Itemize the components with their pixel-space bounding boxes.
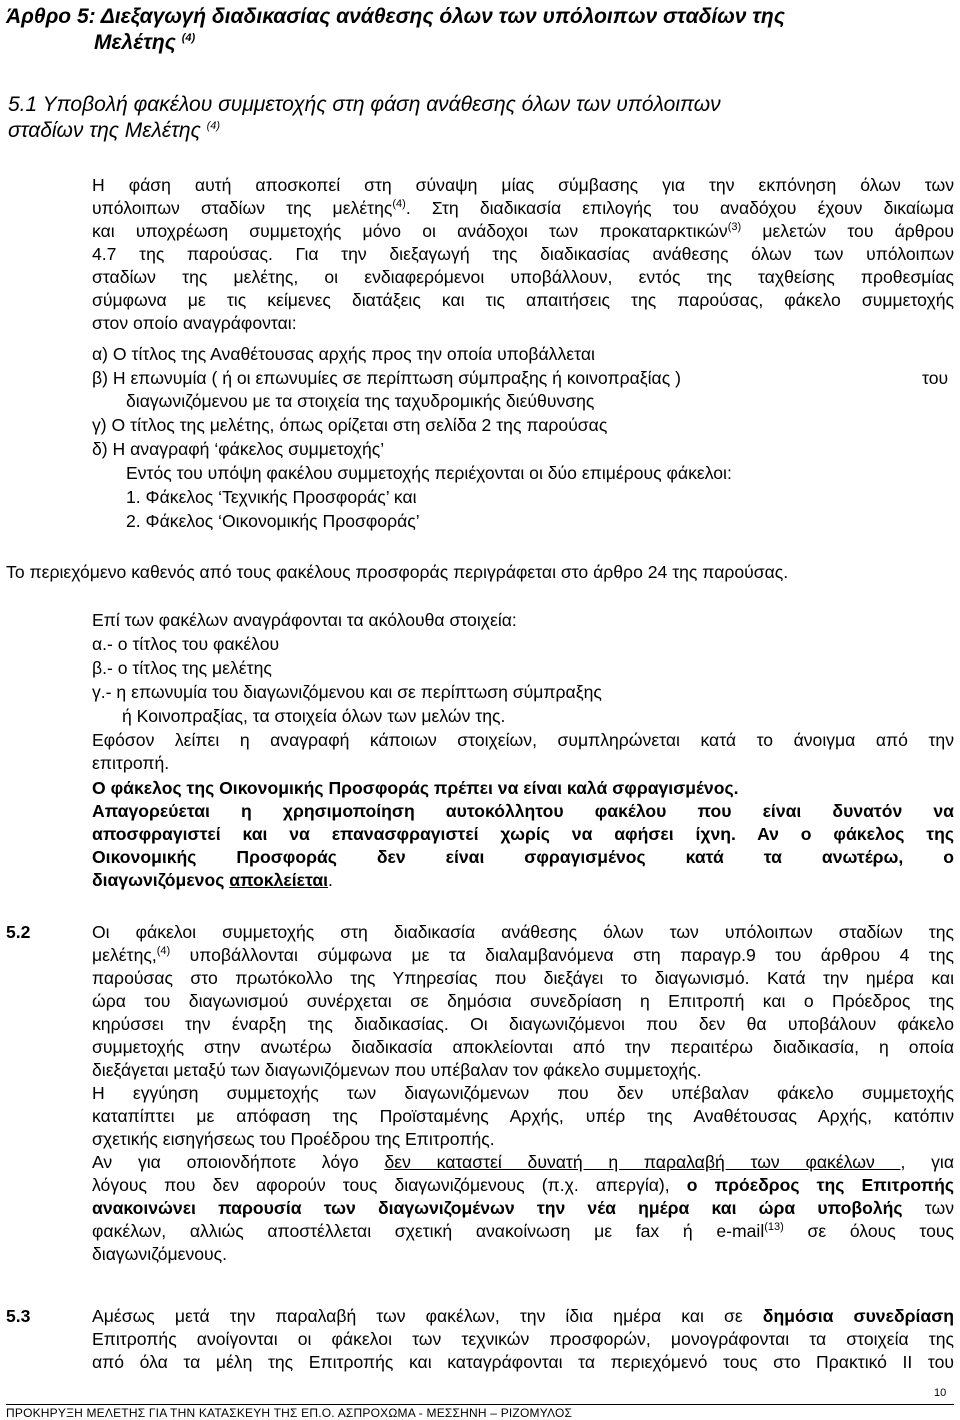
text-line: σύμφωνα με τις κείμενες διατάξεις και τις απαιτήσεις της παρούσας, φάκελο συμμετοχής xyxy=(92,290,954,310)
envelope-item-a: α.- ο τίτλος του φακέλου xyxy=(92,634,280,654)
text-line: σταδίων της μελέτης, οι ενδιαφερόμενοι υποβάλλουν, εντός της ταχθείσης προθεσμίας xyxy=(92,267,954,287)
footer-rule xyxy=(6,1404,954,1405)
text-line: μελέτης,$^{(4)}$ υποβάλλονται σύμφωνα με τα διαλαμβανόμενα στη παραγρ.9 του άρθρου 4 της xyxy=(92,945,954,965)
text-line: διαγωνιζόμενους. xyxy=(92,1244,228,1264)
text-line: συμμετοχής στην ανωτέρω διαδικασία αποκλείονται από την περαιτέρω διαδικασία, η οποία xyxy=(92,1037,954,1057)
section-5-1-heading-line2: σταδίων της Μελέτης $^{(4)}$ xyxy=(8,119,221,142)
sub-envelope-1: 1. Φάκελος ‘Τεχνικής Προσφοράς’ και xyxy=(126,487,417,507)
list-item-b-end: του xyxy=(922,368,949,388)
footer-text: ΠΡΟΚΗΡΥΞΗ ΜΕΛΕΤΗΣ ΓΙΑ ΤΗΝ ΚΑΤΑΣΚΕΥΗ ΤΗΣ ΕΠ.Ο. ΑΣΠΡΟΧΩΜΑ - ΜΕΣΣΗΝΗ – ΡΙΖΟΜΥΛΟΣ xyxy=(6,1406,573,1420)
article-heading-line1: Άρθρο 5: Διεξαγωγή διαδικασίας ανάθεσης όλων των υπόλοιπων σταδίων της xyxy=(6,5,785,28)
text-line: διεξάγεται μεταξύ των διαγωνιζόμενων που υπέβαλαν τον φάκελο συμμετοχής. xyxy=(92,1060,702,1080)
text-line: Επιτροπής ανοίγονται οι φάκελοι των τεχνικών προσφορών, μονογράφονται τα στοιχεία της xyxy=(92,1329,954,1349)
list-item-c: γ) Ο τίτλος της μελέτης, όπως ορίζεται στη σελίδα 2 της παρούσας xyxy=(92,415,608,435)
text-line: παρούσας στο πρωτόκολλο της Υπηρεσίας που διεξάγει το διαγωνισμό. Κατά την ημέρα και xyxy=(92,968,954,988)
article-heading xyxy=(6,4,956,56)
sealing-paragraph: Ο φάκελος της Οικονομικής Προσφοράς πρέπει να είναι καλά σφραγισμένος. Απαγορεύεται η χρησιμοποίηση αυτοκόλλητου φακέλου που είναι δυνατόν να αποσφραγιστεί και να επανασφραγιστεί χωρίς να αφήσει ίχνη. Αν ο φάκελος της Οικονομικής Προσφοράς δεν είναι σφραγισμένος κατά τα ανωτέρω, ο διαγωνιζόμενος αποκλείεται. xyxy=(92,778,954,890)
text-line: Οι φάκελοι συμμετοχής στη διαδικασία ανάθεσης όλων των υπόλοιπων σταδίων της xyxy=(92,922,954,942)
section-5-3-number: 5.3 xyxy=(6,1306,31,1326)
text-line: σχετικής εισηγήσεως του Προέδρου της Επιτροπής. xyxy=(92,1129,495,1149)
content-paragraph: Το περιεχόμενο καθενός από τους φακέλους προσφοράς περιγράφεται στο άρθρο 24 της παρούσας. xyxy=(6,562,789,582)
text-line: και υποχρέωση συμμετοχής μόνο οι ανάδοχοι των προκαταρκτικών$^{(3)}$ μελετών του άρθρου xyxy=(92,221,955,241)
text-line: 4.7 της παρούσας. Για την διεξαγωγή της διαδικασίας ανάθεσης όλων των υπόλοιπων xyxy=(92,244,954,264)
envelope-intro: Επί των φακέλων αναγράφονται τα ακόλουθα στοιχεία: xyxy=(92,610,517,630)
envelope-item-b: β.- ο τίτλος της μελέτης xyxy=(92,658,272,678)
page-number: 10 xyxy=(934,1387,947,1399)
text-line: κηρύσσει την έναρξη της διαδικασίας. Οι διαγωνιζόμενοι που δεν θα υποβάλουν φάκελο xyxy=(92,1014,954,1034)
receipt-impossible-phrase: δεν καταστεί δυνατή η παραλαβή των φακέλων xyxy=(384,1152,901,1172)
excluded-word: αποκλείεται xyxy=(229,870,329,890)
section-5-2-number: 5.2 xyxy=(6,922,31,942)
section-5-3-body xyxy=(92,1305,954,1374)
text-line: ανακοινώνει παρουσία των διαγωνιζομένων την νέα ημέρα και ώρα υποβολής των xyxy=(92,1198,954,1218)
text-line: ώρα του διαγωνισμού συνέρχεται σε δημόσια συνεδρίαση η Επιτροπή και ο Πρόεδρος της xyxy=(92,991,954,1011)
sub-envelope-2: 2. Φάκελος ‘Οικονομικής Προσφοράς’ xyxy=(126,511,420,531)
text-line: στον οποίο αναγράφονται: xyxy=(92,313,297,333)
missing-paragraph: Εφόσον λείπει η αναγραφή κάποιων στοιχείων, συμπληρώνεται κατά το άνοιγμα από την επιτροπή. xyxy=(92,730,954,773)
text-line: Η φάση αυτή αποσκοπεί στη σύναψη μίας σύμβασης για την εκπόνηση όλων των xyxy=(92,175,954,195)
text-line: Αμέσως μετά την παραλαβή των φακέλων, την ίδια ημέρα και σε δημόσια συνεδρίαση xyxy=(92,1306,954,1326)
section-5-1-heading-line1: 5.1 Υποβολή φακέλου συμμετοχής στη φάση ανάθεσης όλων των υπόλοιπων xyxy=(8,93,721,116)
text-line: λόγους που δεν αφορούν τους διαγωνιζόμενους (π.χ. απεργία), ο πρόεδρος της Επιτροπής xyxy=(92,1175,954,1195)
text-line: Η εγγύηση συμμετοχής των διαγωνιζόμενων που δεν υπέβαλαν φάκελο συμμετοχής xyxy=(92,1083,954,1103)
section-5-1-heading xyxy=(8,92,958,144)
envelope-item-c: γ.- η επωνυμία του διαγωνιζόμενου και σε περίπτωση σύμπραξης xyxy=(92,682,602,702)
list-item-d: δ) Η αναγραφή ‘φάκελος συμμετοχής’ xyxy=(92,439,385,459)
section-5-2-body xyxy=(92,921,954,1266)
intro-paragraph xyxy=(92,174,954,335)
article-heading-line2: Μελέτης $^{(4)}$ xyxy=(94,31,196,54)
list-item-b: β) Η επωνυμία ( ή οι επωνυμίες σε περίπτωση σύμπραξης ή κοινοπραξίας ) xyxy=(92,368,681,388)
text-line: από όλα τα μέλη της Επιτροπής και καταγράφονται τα περιεχόμενό τους στο Πρακτικό ΙΙ του xyxy=(92,1352,954,1372)
envelope-item-c-cont: ή Κοινοπραξίας, τα στοιχεία όλων των μελών της. xyxy=(122,706,506,726)
list-item-a: α) Ο τίτλος της Αναθέτουσας αρχής προς την οποία υποβάλλεται xyxy=(92,344,595,364)
text-line: φακέλων, αλλιώς αποστέλλεται σχετική ανακοίνωση με fax ή e-mail$^{(13)}$ σε όλους τους xyxy=(92,1221,954,1241)
text-line: υπόλοιπων σταδίων της μελέτης$^{(4)}$. Στη διαδικασία επιλογής του αναδόχου έχουν δικαίωμα xyxy=(92,198,954,218)
contains-line: Εντός του υπόψη φακέλου συμμετοχής περιέχονται οι δύο επιμέρους φάκελοι: xyxy=(126,463,732,483)
text-line: Αν για οποιονδήποτε λόγο δεν καταστεί δυνατή η παραλαβή των φακέλων , για xyxy=(92,1152,954,1172)
list-item-b-cont: διαγωνιζόμενου με τα στοιχεία της ταχυδρομικής διεύθυνσης xyxy=(126,391,595,411)
text-line: καταπίπτει με απόφαση της Προϊσταμένης Αρχής, υπέρ της Αναθέτουσας Αρχής, κατόπιν xyxy=(92,1106,954,1126)
